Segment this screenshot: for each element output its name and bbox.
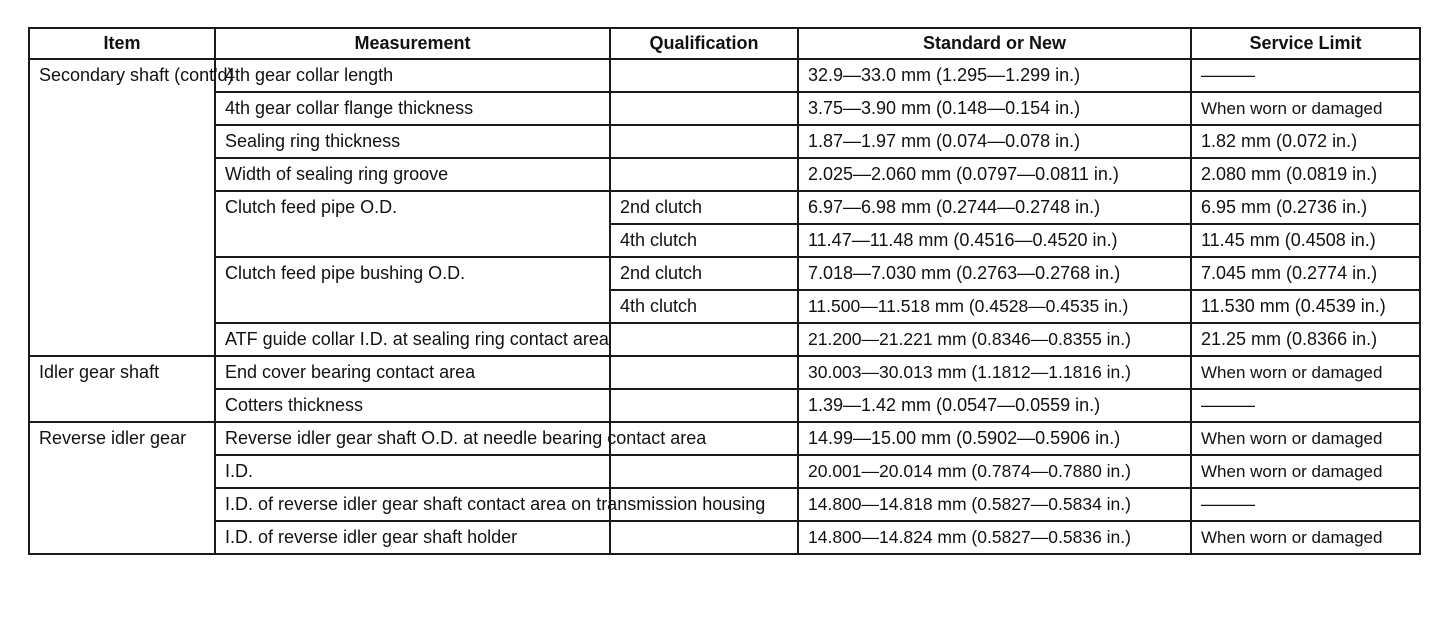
- qualification-cell: 4th clutch: [610, 224, 798, 257]
- measurement-cell: Width of sealing ring groove: [215, 158, 610, 191]
- standard-cell: 2.025—2.060 mm (0.0797—0.0811 in.): [798, 158, 1191, 191]
- standard-cell: 14.800—14.824 mm (0.5827—0.5836 in.): [798, 521, 1191, 554]
- measurement-cell: End cover bearing contact area: [215, 356, 610, 389]
- header-qualification: Qualification: [610, 28, 798, 59]
- qualification-cell: 2nd clutch: [610, 191, 798, 224]
- limit-cell: ———: [1191, 389, 1420, 422]
- header-measurement: Measurement: [215, 28, 610, 59]
- standard-cell: 6.97—6.98 mm (0.2744—0.2748 in.): [798, 191, 1191, 224]
- qualification-cell: 4th clutch: [610, 290, 798, 323]
- table-row: [29, 455, 1420, 488]
- measurement-cell: Clutch feed pipe bushing O.D.: [215, 257, 610, 323]
- standard-cell: 1.39—1.42 mm (0.0547—0.0559 in.): [798, 389, 1191, 422]
- table-row: [29, 191, 1420, 224]
- measurement-cell: I.D. of reverse idler gear shaft holder: [215, 521, 610, 554]
- spec-table: [28, 27, 1421, 555]
- header-service-limit: Service Limit: [1191, 28, 1420, 59]
- item-reverse-idler-gear: Reverse idler gear: [29, 422, 215, 554]
- qualification-cell: [610, 158, 798, 191]
- table-row: [29, 158, 1420, 191]
- table-row: [29, 59, 1420, 92]
- limit-cell: When worn or damaged: [1191, 356, 1420, 389]
- measurement-cell: 4th gear collar length: [215, 59, 610, 92]
- standard-cell: 11.500—11.518 mm (0.4528—0.4535 in.): [798, 290, 1191, 323]
- limit-cell: 11.530 mm (0.4539 in.): [1191, 290, 1420, 323]
- limit-cell: When worn or damaged: [1191, 455, 1420, 488]
- table-row: [29, 422, 1420, 455]
- limit-cell: ———: [1191, 488, 1420, 521]
- standard-cell: 7.018—7.030 mm (0.2763—0.2768 in.): [798, 257, 1191, 290]
- qualification-cell: [610, 356, 798, 389]
- limit-cell: 1.82 mm (0.072 in.): [1191, 125, 1420, 158]
- qualification-cell: [610, 59, 798, 92]
- limit-cell: 2.080 mm (0.0819 in.): [1191, 158, 1420, 191]
- measurement-cell: 4th gear collar flange thickness: [215, 92, 610, 125]
- limit-cell: 7.045 mm (0.2774 in.): [1191, 257, 1420, 290]
- limit-cell: When worn or damaged: [1191, 422, 1420, 455]
- measurement-cell: I.D. of reverse idler gear shaft contact area on transmission housing: [215, 488, 610, 521]
- qualification-cell: [610, 125, 798, 158]
- table-row: [29, 389, 1420, 422]
- table-row: [29, 257, 1420, 290]
- limit-cell: When worn or damaged: [1191, 92, 1420, 125]
- qualification-cell: [610, 455, 798, 488]
- measurement-cell: ATF guide collar I.D. at sealing ring contact area: [215, 323, 610, 356]
- limit-cell: 11.45 mm (0.4508 in.): [1191, 224, 1420, 257]
- qualification-cell: [610, 389, 798, 422]
- header-standard: Standard or New: [798, 28, 1191, 59]
- standard-cell: 30.003—30.013 mm (1.1812—1.1816 in.): [798, 356, 1191, 389]
- measurement-cell: I.D.: [215, 455, 610, 488]
- standard-cell: 14.99—15.00 mm (0.5902—0.5906 in.): [798, 422, 1191, 455]
- qualification-cell: [610, 92, 798, 125]
- qualification-cell: 2nd clutch: [610, 257, 798, 290]
- limit-cell: When worn or damaged: [1191, 521, 1420, 554]
- item-secondary-shaft: Secondary shaft (cont'd): [29, 59, 215, 356]
- table-row: [29, 125, 1420, 158]
- qualification-cell: [610, 521, 798, 554]
- measurement-cell: Sealing ring thickness: [215, 125, 610, 158]
- header-item: Item: [29, 28, 215, 59]
- standard-cell: 3.75—3.90 mm (0.148—0.154 in.): [798, 92, 1191, 125]
- standard-cell: 1.87—1.97 mm (0.074—0.078 in.): [798, 125, 1191, 158]
- measurement-cell: Clutch feed pipe O.D.: [215, 191, 610, 257]
- standard-cell: 11.47—11.48 mm (0.4516—0.4520 in.): [798, 224, 1191, 257]
- standard-cell: 14.800—14.818 mm (0.5827—0.5834 in.): [798, 488, 1191, 521]
- table-row: [29, 92, 1420, 125]
- table-row: [29, 521, 1420, 554]
- table-row: [29, 356, 1420, 389]
- standard-cell: 21.200—21.221 mm (0.8346—0.8355 in.): [798, 323, 1191, 356]
- qualification-cell: [610, 323, 798, 356]
- header-row: [29, 28, 1420, 59]
- item-idler-gear-shaft: Idler gear shaft: [29, 356, 215, 422]
- limit-cell: 6.95 mm (0.2736 in.): [1191, 191, 1420, 224]
- measurement-cell: Cotters thickness: [215, 389, 610, 422]
- standard-cell: 32.9—33.0 mm (1.295—1.299 in.): [798, 59, 1191, 92]
- limit-cell: ———: [1191, 59, 1420, 92]
- table-row: [29, 488, 1420, 521]
- standard-cell: 20.001—20.014 mm (0.7874—0.7880 in.): [798, 455, 1191, 488]
- table-row: [29, 323, 1420, 356]
- limit-cell: 21.25 mm (0.8366 in.): [1191, 323, 1420, 356]
- measurement-cell: Reverse idler gear shaft O.D. at needle bearing contact area: [215, 422, 610, 455]
